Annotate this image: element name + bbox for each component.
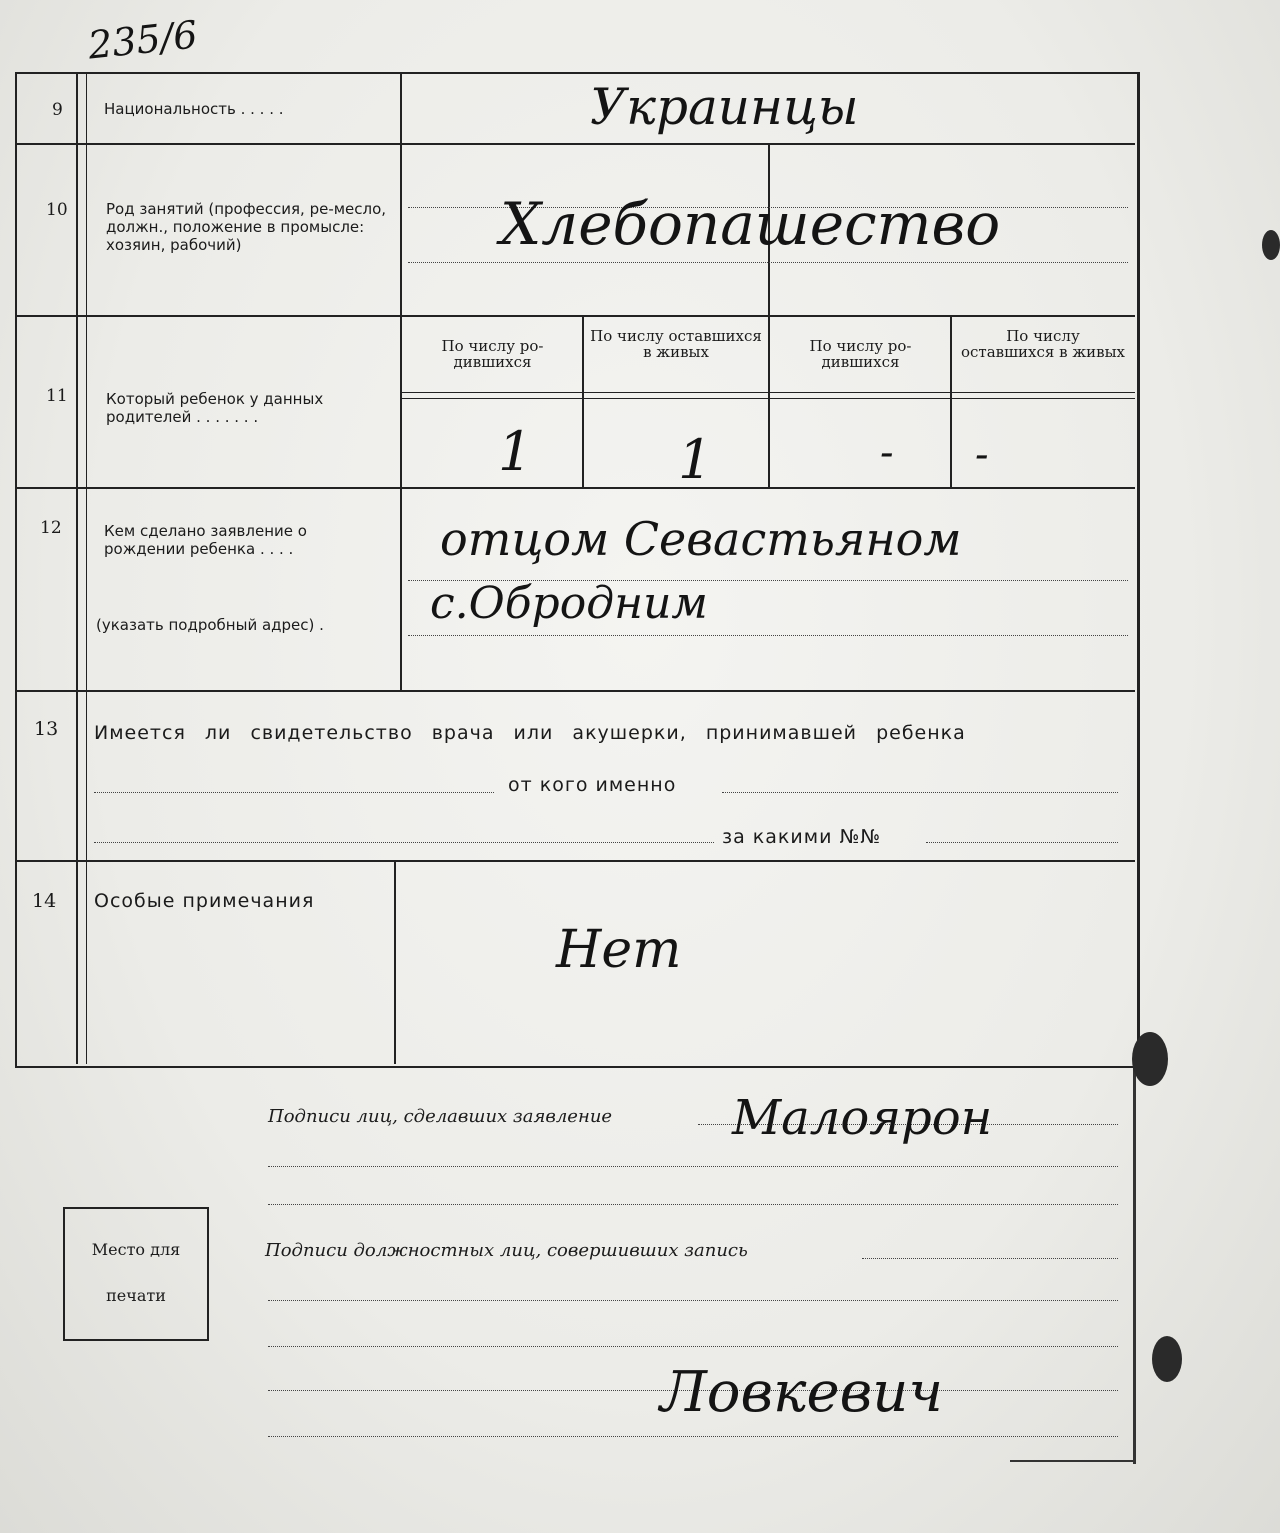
value-born-2: -: [880, 430, 894, 476]
column-divider: [950, 315, 952, 487]
officials-signature: Ловкевич: [660, 1360, 944, 1425]
fill-line: [408, 635, 1128, 636]
label-declarant: Кем сделано заявление о рождении ребенка . . . .: [104, 522, 307, 558]
label-address: (указать подробный адрес) .: [96, 616, 324, 634]
fill-line: [926, 842, 1118, 843]
label-occupation: Род занятий (профессия, ре-месло, должн., положение в промысле: хозяин, рабочий): [106, 200, 387, 254]
subheader-divider: [400, 392, 1135, 393]
row-divider: [15, 143, 1135, 145]
header-born-1: По числу ро-дившихся: [441, 337, 544, 371]
row-number-9: 9: [52, 100, 63, 120]
archive-number: 235/6: [86, 12, 200, 68]
label-officials-signature: Подписи должностных лиц, совершивших запись: [265, 1240, 748, 1261]
value-occupation: Хлебопашество: [500, 190, 1001, 258]
header-alive-1: По числу оставшихся в живых: [590, 327, 762, 361]
row-number-11: 11: [46, 386, 68, 406]
stamp-line2: печати: [106, 1286, 166, 1305]
row-divider: [15, 315, 1135, 317]
column-divider: [394, 862, 396, 1064]
value-declarant: отцом Севастьяном: [440, 512, 962, 566]
fill-line: [268, 1300, 1118, 1301]
column-divider: [86, 72, 87, 1064]
header-born-2: По числу ро-дившихся: [809, 337, 912, 371]
column-divider: [582, 315, 584, 487]
fill-line: [94, 842, 714, 843]
row-number-13: 13: [34, 718, 59, 740]
value-nationality: Украинцы: [590, 78, 859, 136]
fill-line: [722, 792, 1118, 793]
row-divider: [15, 690, 1135, 692]
stamp-line1: Место для: [91, 1240, 181, 1259]
fill-line: [268, 1166, 1118, 1167]
punch-hole: [1262, 230, 1280, 260]
fill-line: [268, 1204, 1118, 1205]
punch-hole: [1152, 1336, 1182, 1382]
label-which-child: Который ребенок у данных родителей . . . . . . .: [106, 390, 324, 426]
label-by-numbers: за какими №№: [722, 826, 881, 848]
fill-line: [94, 792, 494, 793]
subheader-divider: [400, 398, 1135, 399]
value-alive-2: -: [975, 432, 989, 478]
value-alive-1: 1: [678, 428, 713, 491]
punch-hole: [1132, 1032, 1168, 1086]
row-divider: [15, 487, 1135, 489]
label-certificate: Имеется ли свидетельство врача или акушерки, принимавшей ребенка: [94, 722, 966, 744]
row-number-10: 10: [46, 200, 68, 220]
column-divider: [400, 72, 402, 690]
stamp-placeholder: [63, 1207, 209, 1341]
label-from-whom: от кого именно: [508, 774, 677, 796]
row-divider: [15, 860, 1135, 862]
page-border: [1010, 1460, 1135, 1462]
fill-line: [268, 1436, 1118, 1437]
fill-line: [408, 262, 1128, 263]
column-divider: [76, 72, 78, 1064]
header-alive-2: По числу оставшихся в живых: [960, 327, 1125, 361]
value-born-1: 1: [498, 420, 533, 483]
label-applicants-signature: Подписи лиц, сделавших заявление: [268, 1106, 613, 1127]
row-number-12: 12: [40, 518, 62, 538]
label-remarks: Особые примечания: [94, 890, 315, 912]
label-nationality: Национальность . . . . .: [104, 100, 284, 118]
page-border: [1133, 1064, 1136, 1464]
value-address: с.Обродним: [430, 578, 708, 629]
row-number-14: 14: [32, 890, 57, 912]
value-remarks: Нет: [556, 920, 682, 980]
fill-line: [268, 1346, 1118, 1347]
fill-line: [862, 1258, 1118, 1259]
applicants-signature: Малоярон: [732, 1090, 993, 1146]
